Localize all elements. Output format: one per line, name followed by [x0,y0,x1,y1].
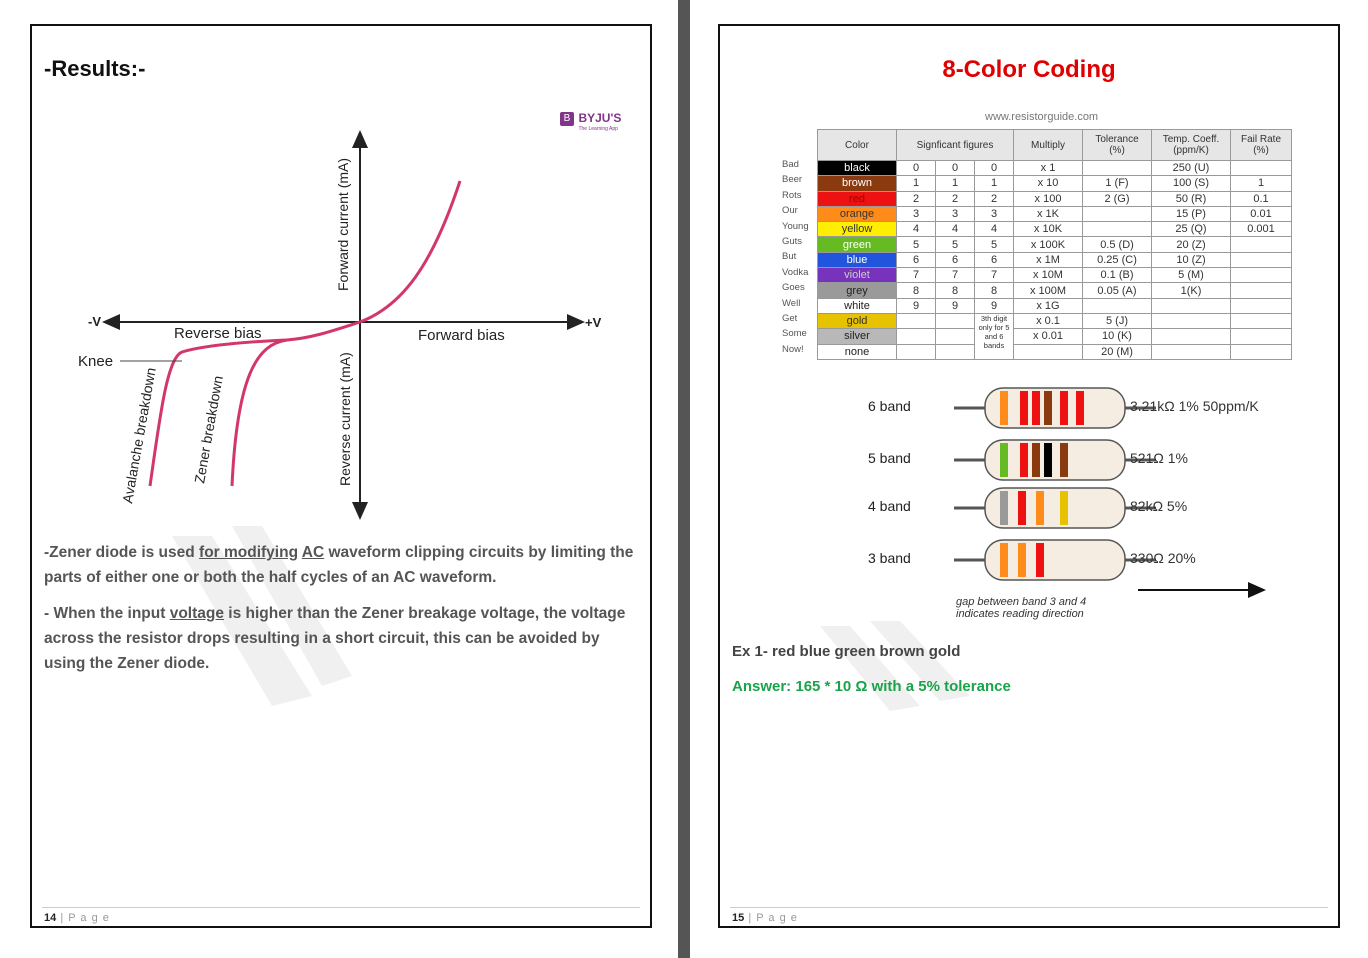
mnemonic-word: Now! [782,343,804,355]
cell-d1: 8 [897,283,936,298]
cell-temp [1152,313,1231,328]
resistor-band [1000,391,1008,425]
reverse-current-label: Reverse current (mA) [337,352,353,486]
cell-mult: x 0.1 [1014,313,1083,328]
tolerance-title: Tolerance [1095,134,1139,145]
temp-title: Temp. Coeff. [1162,134,1220,145]
mnemonic-word: Bad [782,159,799,170]
cell-fail [1231,329,1292,344]
band-count-label: 4 band [868,498,911,514]
cell-tol: 0.1 (B) [1083,268,1152,283]
paragraph-1 [44,540,644,590]
cell-mult: x 0.01 [1014,329,1083,344]
resistor-3-band [954,540,1156,580]
mnemonic-word: Vodka [782,266,809,278]
resistor-band [1020,391,1028,425]
gap-note-line-1: gap between band 3 and 4 [956,596,1087,608]
cell-d2: 2 [936,191,975,206]
example-text: Ex 1- red blue green brown gold [732,643,961,660]
cell-tol: 10 (K) [1083,329,1152,344]
table-row [818,191,1292,206]
header-temp-coeff [1152,130,1231,161]
band-count-label: 6 band [868,398,911,414]
cell-temp: 10 (Z) [1152,252,1231,267]
cell-fail: 0.01 [1231,206,1292,221]
resistor-band [1000,491,1008,525]
cell-tol: 1 (F) [1083,176,1152,191]
table-row [818,176,1292,191]
page-footer [44,912,110,924]
para2-underlined: voltage [169,605,224,622]
cell-d1: 0 [897,161,936,176]
table-row [818,161,1292,176]
table-row [818,206,1292,221]
para2-text-b: is higher than the Zener breakage voltage, the voltage across the resistor drops resulting in a short circuit, this can be avoided by using the Zener diode. [44,605,626,672]
resistor-band [1032,443,1040,477]
cell-temp: 25 (Q) [1152,222,1231,237]
cell-d2: 3 [936,206,975,221]
cell-color: green [818,237,897,252]
logo-subtext: The Learning App [578,126,618,132]
mnemonic-word: But [782,251,797,263]
cell-mult: x 10M [1014,268,1083,283]
resistor-band [1044,391,1052,425]
page-frame [718,24,1340,928]
cell-color: gold [818,313,897,328]
table-row [818,222,1292,237]
table-row [818,298,1292,313]
cell-tol: 0.25 (C) [1083,252,1152,267]
footer-divider [730,907,1328,908]
footer-divider [42,907,640,908]
cell-color: grey [818,283,897,298]
cell-d1: 3 [897,206,936,221]
color-code-table [817,129,1292,360]
cell-temp: 15 (P) [1152,206,1231,221]
cell-tol [1083,206,1152,221]
cell-mult: x 100K [1014,237,1083,252]
table-row [818,252,1292,267]
cell-d2: 1 [936,176,975,191]
band-resistance-value: 330Ω 20% [1130,550,1196,566]
mnemonic-word: Young [782,220,809,232]
para1-underlined-2: AC [301,544,325,561]
para1-underlined-1: for modifying [199,544,299,561]
page-word: | P a g e [60,912,110,924]
resistor-band [1036,543,1044,577]
resistor-band [1018,491,1026,525]
band-count-label: 3 band [868,550,911,566]
resistor-4-band [954,488,1156,528]
gap-note-line-2: indicates reading direction [956,608,1084,620]
page-14 [0,0,678,958]
cell-d1: 6 [897,252,936,267]
resistor-band [1000,443,1008,477]
cell-temp: 1(K) [1152,283,1231,298]
cell-d2 [936,313,975,328]
cell-d2 [936,329,975,344]
zener-label: Zener breakdown [191,374,226,485]
cell-d3: 8 [975,283,1014,298]
cell-d1: 4 [897,222,936,237]
cell-d1 [897,329,936,344]
resistor-band [1076,391,1084,425]
resistor-5-band [954,440,1156,480]
cell-d1: 5 [897,237,936,252]
cell-d3: 9 [975,298,1014,313]
cell-color: blue [818,252,897,267]
table-row [818,237,1292,252]
cell-tol: 20 (M) [1083,344,1152,359]
table-row [818,268,1292,283]
page-number: 14 [44,912,57,924]
cell-mult: x 1M [1014,252,1083,267]
band-resistance-value: 3.21kΩ 1% 50ppm/K [1130,398,1259,414]
neg-v-label: -V [88,314,101,329]
cell-tol [1083,298,1152,313]
cell-d3: 4 [975,222,1014,237]
cell-d3: 1 [975,176,1014,191]
cell-fail: 0.001 [1231,222,1292,237]
band-resistance-value: 82kΩ 5% [1130,498,1188,514]
cell-mult: x 10K [1014,222,1083,237]
cell-d2: 9 [936,298,975,313]
mnemonic-word: Some [782,328,807,340]
resistor-band [1000,543,1008,577]
cell-fail [1231,161,1292,176]
cell-temp [1152,329,1231,344]
resistor-6-band [954,388,1156,428]
cell-fail: 0.1 [1231,191,1292,206]
mnemonic-word: Well [782,297,801,309]
cell-temp: 250 (U) [1152,161,1231,176]
page-footer [732,912,798,924]
cell-fail [1231,252,1292,267]
mnemonic-word: Guts [782,236,803,248]
resistor-band [1044,443,1052,477]
avalanche-label: Avalanche breakdown [119,366,159,505]
header-fail-rate [1231,130,1292,161]
cell-d3: 7 [975,268,1014,283]
para2-text-a: - When the input [44,605,170,622]
header-significant-figures: Signficant figures [897,130,1014,161]
cell-temp: 20 (Z) [1152,237,1231,252]
cell-d2: 7 [936,268,975,283]
cell-d3: 3 [975,206,1014,221]
cell-d1: 2 [897,191,936,206]
mnemonic-column [782,157,809,357]
resistor-band [1036,491,1044,525]
resistor-band [1018,543,1026,577]
band-resistance-value: 521Ω 1% [1130,450,1188,466]
cell-mult: x 10 [1014,176,1083,191]
cell-fail [1231,268,1292,283]
cell-color: none [818,344,897,359]
mnemonic-word: Get [782,313,798,325]
zener-iv-diagram [32,126,650,526]
cell-mult: x 100M [1014,283,1083,298]
cell-d1 [897,313,936,328]
resistor-band [1060,491,1068,525]
cell-d1: 9 [897,298,936,313]
mnemonic-word: Goes [782,282,805,294]
cell-mult: x 100 [1014,191,1083,206]
cell-tol: 2 (G) [1083,191,1152,206]
cell-fail [1231,313,1292,328]
page-15 [690,0,1368,958]
cell-temp: 100 (S) [1152,176,1231,191]
page-frame [30,24,652,928]
forward-current-label: Forward current (mA) [335,157,351,291]
cell-tol: 0.05 (A) [1083,283,1152,298]
source-site: www.resistorguide.com [985,111,1099,123]
resistor-band [1060,391,1068,425]
table-row [818,283,1292,298]
logo-b-icon: B [560,112,574,126]
cell-color: red [818,191,897,206]
page-word: | P a g e [748,912,798,924]
tolerance-unit: (%) [1109,145,1125,156]
paragraph-2 [44,601,644,676]
cell-tol: 0.5 (D) [1083,237,1152,252]
cell-color: violet [818,268,897,283]
third-digit-note: 3th digit only for 5 and 6 bands [975,313,1014,359]
reverse-bias-label: Reverse bias [174,325,262,342]
cell-fail: 1 [1231,176,1292,191]
pos-v-label: +V [585,315,602,330]
cell-d3: 6 [975,252,1014,267]
table-row [818,329,1292,344]
knee-label: Knee [78,353,114,370]
cell-mult: x 1K [1014,206,1083,221]
resistor-band [1060,443,1068,477]
cell-d1: 7 [897,268,936,283]
para1-text-c: waveform clipping circuits by limiting the parts of either one or both the half cycles of an AC waveform. [44,544,634,586]
header-multiply: Multiply [1014,130,1083,161]
watermark-logo [810,616,990,716]
cell-d3: 5 [975,237,1014,252]
para1-text-a: -Zener diode is used [44,544,200,561]
mnemonic-word: Beer [782,174,803,186]
cell-temp: 50 (R) [1152,191,1231,206]
results-heading: -Results:- [44,56,146,81]
cell-tol [1083,222,1152,237]
header-tolerance [1083,130,1152,161]
cell-temp [1152,298,1231,313]
cell-color: yellow [818,222,897,237]
resistor-band [1020,443,1028,477]
cell-d2: 6 [936,252,975,267]
cell-color: silver [818,329,897,344]
cell-d3: 0 [975,161,1014,176]
forward-curve [360,181,460,322]
band-count-label: 5 band [868,450,911,466]
mnemonic-word: Our [782,205,798,217]
cell-temp: 5 (M) [1152,268,1231,283]
cell-d3: 2 [975,191,1014,206]
logo-text: BYJU'S [578,111,622,125]
cell-d2: 5 [936,237,975,252]
table-row [818,313,1292,328]
cell-d2: 0 [936,161,975,176]
cell-d1: 1 [897,176,936,191]
cell-d2: 4 [936,222,975,237]
fail-unit: (%) [1253,145,1269,156]
header-color: Color [818,130,897,161]
answer-text: Answer: 165 * 10 Ω with a 5% tolerance [732,678,1011,695]
forward-bias-label: Forward bias [418,327,505,344]
fail-title: Fail Rate [1240,134,1281,145]
cell-color: brown [818,176,897,191]
cell-mult: x 1 [1014,161,1083,176]
cell-mult: x 1G [1014,298,1083,313]
page-number: 15 [732,912,745,924]
cell-fail [1231,283,1292,298]
cell-fail [1231,237,1292,252]
cell-d2: 8 [936,283,975,298]
cell-color: black [818,161,897,176]
section-title: 8-Color Coding [942,56,1116,83]
cell-color: orange [818,206,897,221]
cell-tol [1083,161,1152,176]
cell-color: white [818,298,897,313]
cell-tol: 5 (J) [1083,313,1152,328]
temp-unit: (ppm/K) [1173,145,1209,156]
cell-fail [1231,298,1292,313]
resistor-band [1032,391,1040,425]
mnemonic-word: Rots [782,189,802,201]
